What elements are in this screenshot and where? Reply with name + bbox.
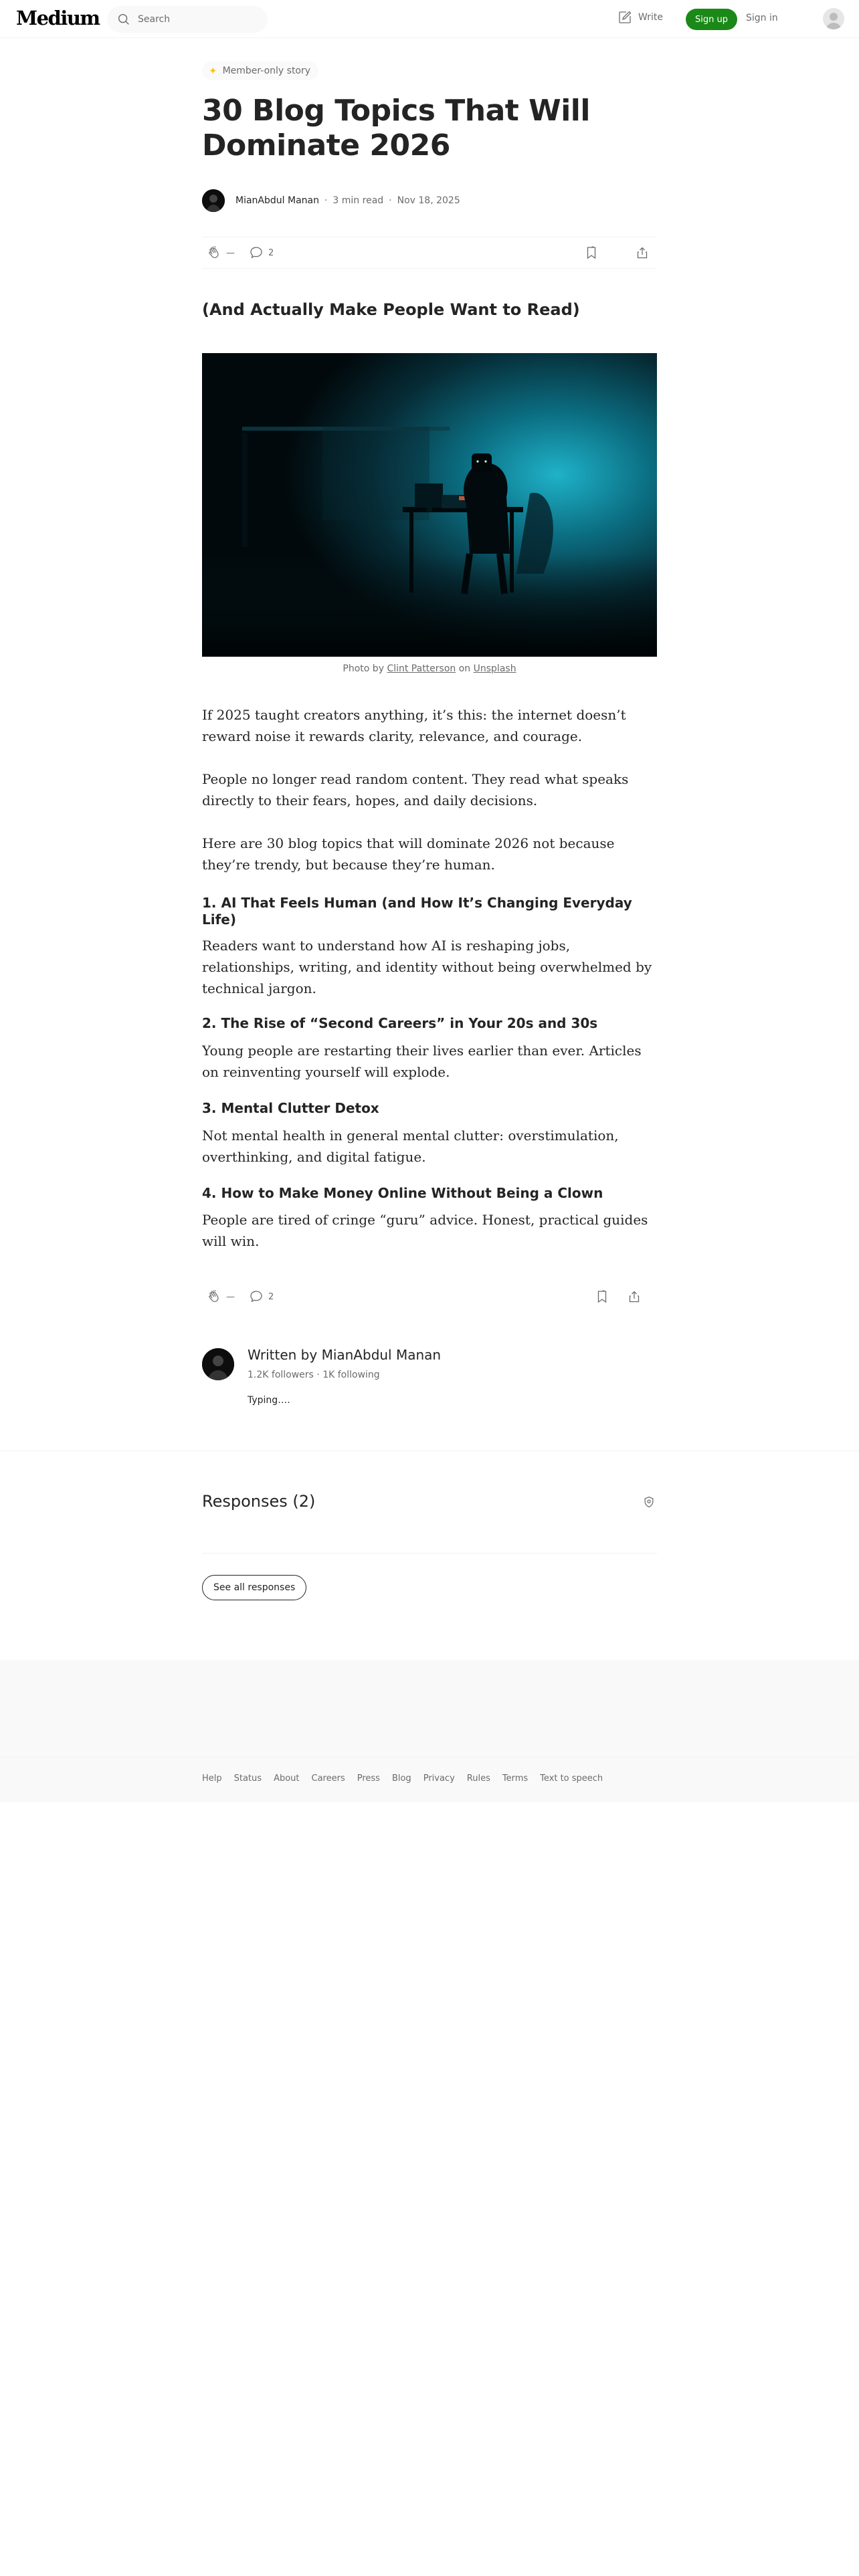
author-avatar-image (202, 1348, 234, 1380)
share-button[interactable] (634, 245, 650, 261)
hero-image (202, 353, 657, 657)
article-title: 30 Blog Topics That Will Dominate 2026 (202, 94, 590, 163)
section-heading: 4. How to Make Money Online Without Being a Clown (202, 1185, 603, 1201)
written-by[interactable]: Written by MianAbdul Manan (248, 1347, 442, 1363)
footer-link-text-to-speech[interactable]: Text to speech (540, 1774, 603, 1784)
section-body: Not mental health in general mental clutter: overstimulation, overthinking, and digital fatigue. (202, 1128, 619, 1165)
action-bar-bottom (202, 1281, 657, 1313)
section-body: People are tired of cringe “guru” advice. Honest, practical guides will win. (202, 1212, 648, 1249)
clap-count: — (226, 1291, 235, 1302)
footer-link-terms[interactable]: Terms (502, 1774, 529, 1784)
footer-link-press[interactable]: Press (357, 1774, 380, 1784)
clap-button[interactable] (206, 245, 235, 261)
section-heading: 2. The Rise of “Second Careers” in Your 20s and 30s (202, 1015, 598, 1031)
byline (202, 189, 460, 212)
clap-icon (206, 245, 222, 261)
star-icon: ✦ (209, 65, 217, 77)
footer-links (202, 1774, 603, 1784)
write-button[interactable] (617, 9, 663, 25)
see-all-responses-button[interactable]: See all responses (202, 1575, 306, 1600)
write-icon (617, 9, 633, 25)
response-count: 2 (268, 1291, 274, 1302)
footer-link-blog[interactable]: Blog (391, 1774, 411, 1784)
section-heading: 3. Mental Clutter Detox (202, 1100, 379, 1116)
footer-link-careers[interactable]: Careers (311, 1774, 345, 1784)
response-count: 2 (268, 247, 274, 258)
author-avatar-image (202, 189, 225, 212)
follow-stats (248, 1370, 380, 1380)
following-count[interactable]: 1K following (322, 1370, 380, 1380)
hacker-at-desk-illustration (202, 353, 657, 657)
separator-dot: · (389, 195, 392, 206)
paragraph: Here are 30 blog topics that will dominate 2026 not because they’re trendy, but because they’re human. (202, 835, 615, 873)
section-body: Young people are restarting their lives earlier than ever. Articles on reinventing yourself will explode. (202, 1043, 642, 1080)
image-caption: Photo by Clint Patterson on Unsplash (343, 663, 516, 674)
clap-icon (206, 1289, 222, 1305)
action-bar-top (202, 237, 657, 269)
comment-icon (248, 245, 264, 261)
footer-link-rules[interactable]: Rules (466, 1774, 490, 1784)
medium-logo[interactable]: Medium (16, 7, 100, 29)
author-bio: Typing…. (248, 1395, 290, 1406)
footer-link-help[interactable]: Help (202, 1774, 222, 1784)
publish-date: Nov 18, 2025 (397, 195, 460, 206)
search-icon (116, 12, 131, 27)
bookmark-icon (594, 1289, 610, 1305)
paragraph: People no longer read random content. They read what speaks directly to their fears, hopes, and daily decisions. (202, 771, 629, 809)
footer-link-status[interactable]: Status (233, 1774, 262, 1784)
member-only-badge (202, 62, 318, 80)
top-nav (0, 0, 859, 38)
author-avatar[interactable] (202, 189, 225, 212)
write-label: Write (638, 12, 663, 23)
bookmark-button[interactable] (594, 1289, 610, 1305)
comment-icon (248, 1289, 264, 1305)
clap-count: — (226, 247, 235, 258)
avatar[interactable] (823, 8, 844, 29)
separator-dot: · (324, 195, 328, 206)
sign-up-button[interactable]: Sign up (686, 9, 737, 30)
sign-in-link[interactable]: Sign in (746, 13, 778, 23)
shield-icon[interactable] (642, 1495, 656, 1509)
member-only-label: Member-only story (222, 66, 311, 76)
clap-button[interactable] (206, 1289, 235, 1305)
unsplash-link[interactable]: Unsplash (473, 663, 516, 674)
search-input[interactable] (138, 14, 258, 25)
responses-title: Responses (2) (202, 1492, 316, 1511)
article-subtitle: (And Actually Make People Want to Read) (202, 300, 580, 319)
footer-link-about[interactable]: About (274, 1774, 300, 1784)
user-icon (823, 8, 844, 29)
author-card-avatar[interactable] (202, 1348, 234, 1380)
separator-dot: · (316, 1370, 323, 1380)
author-name[interactable]: MianAbdul Manan (235, 195, 319, 206)
followers-count[interactable]: 1.2K followers (248, 1370, 314, 1380)
responses-button[interactable] (248, 245, 274, 261)
section-body: Readers want to understand how AI is reshaping jobs, relationships, writing, and identity without being overwhelmed by technical jargon. (202, 938, 652, 996)
section-heading: 1. AI That Feels Human (and How It’s Changing Everyday Life) (202, 895, 632, 928)
paragraph: If 2025 taught creators anything, it’s this: the internet doesn’t reward noise it rewards clarity, relevance, and courage. (202, 707, 626, 744)
bookmark-button[interactable] (583, 245, 599, 261)
bookmark-icon (583, 245, 599, 261)
search-box[interactable] (107, 6, 268, 33)
responses-button[interactable] (248, 1289, 274, 1305)
read-time: 3 min read (332, 195, 384, 206)
share-icon (634, 245, 650, 261)
share-icon (626, 1289, 642, 1305)
photographer-link[interactable]: Clint Patterson (387, 663, 456, 674)
share-button[interactable] (626, 1289, 642, 1305)
footer-link-privacy[interactable]: Privacy (423, 1774, 455, 1784)
responses-section (0, 1451, 859, 1660)
